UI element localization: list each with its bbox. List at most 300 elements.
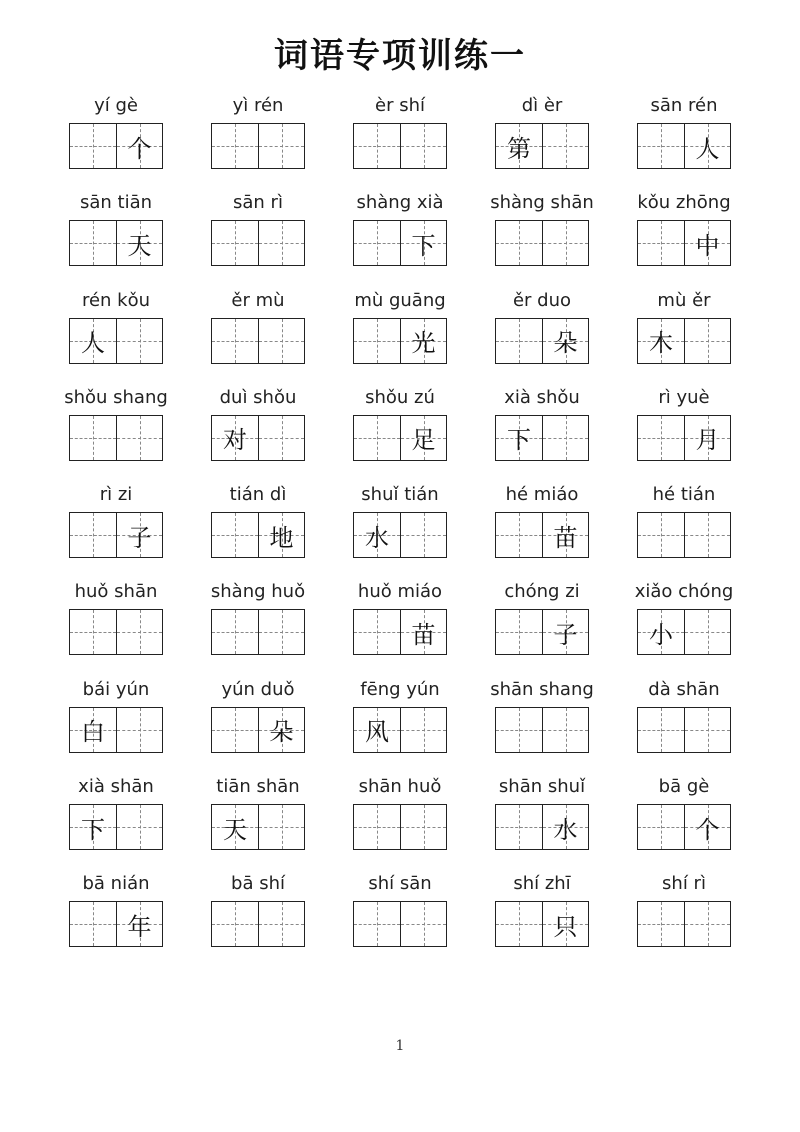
tianzige-box[interactable] <box>258 513 304 557</box>
tianzige-box-pair <box>211 415 305 461</box>
tianzige-box[interactable] <box>496 221 542 265</box>
tianzige-box[interactable] <box>542 610 588 654</box>
tianzige-box[interactable] <box>638 221 684 265</box>
word-grid <box>45 95 755 971</box>
word-item <box>329 679 471 776</box>
tianzige-box-pair <box>211 512 305 558</box>
tianzige-box[interactable] <box>116 805 162 849</box>
tianzige-box[interactable] <box>400 416 446 460</box>
word-item <box>471 95 613 192</box>
tianzige-box-pair <box>69 318 163 364</box>
word-item <box>329 581 471 678</box>
pinyin-label: yún duǒ <box>221 678 295 700</box>
tianzige-box[interactable] <box>354 805 400 849</box>
tianzige-box[interactable] <box>400 319 446 363</box>
tianzige-box[interactable] <box>542 124 588 168</box>
tianzige-box[interactable] <box>400 708 446 752</box>
word-item <box>471 873 613 970</box>
tianzige-box-pair <box>353 804 447 850</box>
tianzige-box[interactable] <box>542 416 588 460</box>
pinyin-label: xià shǒu <box>504 386 580 408</box>
tianzige-box-pair <box>637 220 731 266</box>
given-character: 朵 <box>269 718 294 747</box>
tianzige-box[interactable] <box>258 805 304 849</box>
pinyin-label: shàng xià <box>356 192 444 214</box>
tianzige-box[interactable] <box>638 416 684 460</box>
word-item <box>187 873 329 970</box>
pinyin-label: shān shuǐ <box>498 776 586 798</box>
tianzige-box[interactable] <box>258 416 304 460</box>
pinyin-label: mù guāng <box>354 289 446 311</box>
given-character: 足 <box>411 426 436 455</box>
tianzige-box[interactable] <box>638 124 684 168</box>
given-character <box>354 610 400 654</box>
word-item <box>187 484 329 581</box>
tianzige-box[interactable] <box>638 319 684 363</box>
tianzige-box[interactable] <box>684 610 730 654</box>
tianzige-box[interactable] <box>542 221 588 265</box>
given-character: 光 <box>411 329 436 358</box>
tianzige-box-pair <box>637 707 731 753</box>
word-item <box>45 776 187 873</box>
word-item <box>45 679 187 776</box>
given-character <box>70 610 116 654</box>
tianzige-box[interactable] <box>116 221 162 265</box>
given-character <box>212 513 258 557</box>
word-item <box>613 387 755 484</box>
tianzige-box[interactable] <box>258 221 304 265</box>
tianzige-box[interactable] <box>212 124 258 168</box>
pinyin-label: shí rì <box>662 873 706 895</box>
word-item <box>329 873 471 970</box>
pinyin-label: dà shān <box>648 678 720 700</box>
word-item <box>613 95 755 192</box>
given-character <box>543 416 588 460</box>
word-item <box>329 290 471 387</box>
tianzige-box-pair <box>495 415 589 461</box>
given-character <box>401 902 446 946</box>
tianzige-box[interactable] <box>638 610 684 654</box>
tianzige-box[interactable] <box>212 902 258 946</box>
given-character <box>401 708 446 752</box>
tianzige-box-pair <box>69 609 163 655</box>
given-character <box>638 124 684 168</box>
tianzige-box-pair <box>353 415 447 461</box>
pinyin-label: chóng zi <box>504 581 580 603</box>
tianzige-box[interactable] <box>70 902 116 946</box>
pinyin-label: sān rén <box>650 95 718 116</box>
tianzige-box-pair <box>495 707 589 753</box>
tianzige-box-pair <box>211 707 305 753</box>
tianzige-box-pair <box>69 512 163 558</box>
tianzige-box[interactable] <box>258 902 304 946</box>
given-character <box>117 805 162 849</box>
tianzige-box-pair <box>495 901 589 947</box>
tianzige-box[interactable] <box>258 124 304 168</box>
tianzige-box[interactable] <box>70 513 116 557</box>
pinyin-label: xiǎo chóng <box>634 581 734 603</box>
tianzige-box[interactable] <box>542 902 588 946</box>
given-character: 地 <box>269 523 294 552</box>
given-character <box>638 513 684 557</box>
given-character: 天 <box>127 231 152 260</box>
tianzige-box[interactable] <box>116 124 162 168</box>
tianzige-box[interactable] <box>400 805 446 849</box>
tianzige-box[interactable] <box>684 319 730 363</box>
tianzige-box-pair <box>69 415 163 461</box>
tianzige-box[interactable] <box>542 805 588 849</box>
given-character <box>354 221 400 265</box>
pinyin-label: rén kǒu <box>81 289 151 311</box>
given-character <box>401 513 446 557</box>
pinyin-label: ěr duo <box>512 289 572 311</box>
given-character <box>496 805 542 849</box>
given-character <box>496 610 542 654</box>
tianzige-box-pair <box>637 123 731 169</box>
given-character <box>354 902 400 946</box>
tianzige-box-pair <box>353 123 447 169</box>
tianzige-box[interactable] <box>684 513 730 557</box>
given-character <box>70 902 116 946</box>
given-character <box>401 124 446 168</box>
tianzige-box-pair <box>637 901 731 947</box>
word-item <box>471 679 613 776</box>
tianzige-box[interactable] <box>496 124 542 168</box>
word-item <box>187 581 329 678</box>
word-item <box>471 192 613 289</box>
tianzige-box-pair <box>353 901 447 947</box>
tianzige-box[interactable] <box>354 221 400 265</box>
tianzige-box[interactable] <box>684 805 730 849</box>
pinyin-label: mù ěr <box>657 289 711 311</box>
given-character <box>259 319 304 363</box>
tianzige-box[interactable] <box>400 610 446 654</box>
pinyin-label: èr shí <box>375 95 425 116</box>
given-character: 对 <box>223 426 247 455</box>
tianzige-box-pair <box>211 318 305 364</box>
given-character <box>638 416 684 460</box>
tianzige-box-pair <box>353 609 447 655</box>
given-character <box>543 221 588 265</box>
tianzige-box[interactable] <box>542 708 588 752</box>
tianzige-box[interactable] <box>542 513 588 557</box>
page-title: 词语专项训练一 <box>274 36 526 76</box>
word-item <box>613 679 755 776</box>
given-character <box>638 221 684 265</box>
tianzige-box-pair <box>637 415 731 461</box>
tianzige-box-pair <box>69 707 163 753</box>
word-item <box>45 95 187 192</box>
given-character <box>496 708 542 752</box>
tianzige-box-pair <box>353 220 447 266</box>
given-character: 风 <box>365 718 389 747</box>
page-number: 1 <box>395 1038 405 1054</box>
tianzige-box-pair <box>637 804 731 850</box>
given-character <box>117 708 162 752</box>
tianzige-box[interactable] <box>496 805 542 849</box>
pinyin-label: shuǐ tián <box>361 484 439 506</box>
given-character: 子 <box>553 620 578 649</box>
given-character <box>212 902 258 946</box>
tianzige-box[interactable] <box>258 319 304 363</box>
tianzige-box[interactable] <box>496 610 542 654</box>
given-character: 人 <box>81 329 105 358</box>
pinyin-label: kǒu zhōng <box>637 192 731 214</box>
tianzige-box[interactable] <box>354 124 400 168</box>
tianzige-box[interactable] <box>684 902 730 946</box>
tianzige-box-pair <box>69 220 163 266</box>
given-character <box>212 221 258 265</box>
tianzige-box[interactable] <box>212 513 258 557</box>
tianzige-box-pair <box>211 609 305 655</box>
given-character: 下 <box>81 815 105 844</box>
pinyin-label: bā gè <box>658 776 710 798</box>
tianzige-box[interactable] <box>212 416 258 460</box>
tianzige-box[interactable] <box>400 124 446 168</box>
tianzige-box[interactable] <box>116 902 162 946</box>
given-character <box>496 319 542 363</box>
given-character: 下 <box>411 231 436 260</box>
tianzige-box[interactable] <box>496 513 542 557</box>
tianzige-box[interactable] <box>496 319 542 363</box>
word-item <box>471 484 613 581</box>
given-character: 只 <box>553 912 578 941</box>
pinyin-label: tiān shān <box>216 776 300 798</box>
tianzige-box-pair <box>495 609 589 655</box>
given-character <box>685 902 730 946</box>
given-character <box>70 124 116 168</box>
tianzige-box[interactable] <box>212 221 258 265</box>
word-item <box>613 484 755 581</box>
tianzige-box[interactable] <box>638 513 684 557</box>
pinyin-label: xià shān <box>78 776 154 798</box>
given-character: 小 <box>649 620 673 649</box>
given-character <box>259 124 304 168</box>
given-character: 个 <box>695 815 720 844</box>
given-character <box>212 124 258 168</box>
given-character: 木 <box>649 329 673 358</box>
tianzige-box-pair <box>353 318 447 364</box>
pinyin-label: shǒu shang <box>64 386 168 408</box>
given-character: 中 <box>695 231 720 260</box>
given-character <box>496 902 542 946</box>
word-item <box>45 387 187 484</box>
pinyin-label: bā nián <box>82 873 150 895</box>
pinyin-label: shān shang <box>490 678 594 700</box>
given-character <box>354 416 400 460</box>
tianzige-box[interactable] <box>354 902 400 946</box>
pinyin-label: rì zi <box>99 484 133 506</box>
given-character <box>354 805 400 849</box>
tianzige-box-pair <box>211 123 305 169</box>
pinyin-label: hé tián <box>652 484 716 506</box>
given-character <box>496 513 542 557</box>
pinyin-label: fēng yún <box>360 678 440 700</box>
given-character <box>638 708 684 752</box>
given-character <box>70 416 116 460</box>
word-item <box>187 95 329 192</box>
pinyin-label: hé miáo <box>505 484 579 506</box>
given-character <box>117 319 162 363</box>
tianzige-box[interactable] <box>116 319 162 363</box>
pinyin-label: tián dì <box>229 484 287 506</box>
given-character <box>401 805 446 849</box>
given-character: 水 <box>365 523 389 552</box>
word-item <box>329 776 471 873</box>
word-item <box>613 776 755 873</box>
tianzige-box[interactable] <box>70 124 116 168</box>
tianzige-box[interactable] <box>70 221 116 265</box>
tianzige-box[interactable] <box>684 221 730 265</box>
word-item <box>613 192 755 289</box>
tianzige-box[interactable] <box>212 610 258 654</box>
tianzige-box-pair <box>637 609 731 655</box>
tianzige-box-pair <box>637 318 731 364</box>
given-character <box>259 416 304 460</box>
tianzige-box-pair <box>353 512 447 558</box>
given-character <box>354 319 400 363</box>
pinyin-label: ěr mù <box>231 289 285 311</box>
tianzige-box[interactable] <box>542 319 588 363</box>
tianzige-box[interactable] <box>116 416 162 460</box>
word-item <box>187 290 329 387</box>
word-item <box>329 484 471 581</box>
given-character: 苗 <box>411 620 436 649</box>
given-character <box>685 513 730 557</box>
pinyin-label: yí gè <box>94 95 138 116</box>
pinyin-label: shǒu zú <box>365 386 435 408</box>
pinyin-label: rì yuè <box>658 386 710 408</box>
pinyin-label: bā shí <box>231 873 285 895</box>
tianzige-box[interactable] <box>354 610 400 654</box>
tianzige-box-pair <box>69 804 163 850</box>
pinyin-label: sān rì <box>233 192 283 214</box>
word-item <box>471 776 613 873</box>
pinyin-label: bái yún <box>82 678 150 700</box>
given-character <box>117 416 162 460</box>
given-character <box>543 708 588 752</box>
tianzige-box[interactable] <box>638 708 684 752</box>
given-character <box>638 805 684 849</box>
tianzige-box[interactable] <box>400 513 446 557</box>
pinyin-label: huǒ miáo <box>357 581 443 603</box>
given-character: 人 <box>695 134 720 163</box>
tianzige-box[interactable] <box>70 416 116 460</box>
pinyin-label: sān tiān <box>79 192 153 214</box>
tianzige-box-pair <box>211 220 305 266</box>
pinyin-label: shān huǒ <box>358 776 442 798</box>
given-character <box>70 513 116 557</box>
tianzige-box[interactable] <box>638 902 684 946</box>
tianzige-box[interactable] <box>496 416 542 460</box>
word-item <box>45 192 187 289</box>
tianzige-box[interactable] <box>70 708 116 752</box>
given-character <box>259 805 304 849</box>
word-item <box>471 290 613 387</box>
word-item <box>187 387 329 484</box>
tianzige-box[interactable] <box>258 708 304 752</box>
word-item <box>45 581 187 678</box>
tianzige-box-pair <box>495 318 589 364</box>
tianzige-box[interactable] <box>70 805 116 849</box>
given-character <box>212 708 258 752</box>
given-character: 下 <box>507 426 531 455</box>
word-item <box>471 581 613 678</box>
pinyin-label: shàng shān <box>490 192 594 214</box>
tianzige-box-pair <box>69 123 163 169</box>
given-character <box>685 708 730 752</box>
pinyin-label: huǒ shān <box>74 581 158 603</box>
tianzige-box-pair <box>353 707 447 753</box>
tianzige-box[interactable] <box>212 319 258 363</box>
tianzige-box[interactable] <box>354 416 400 460</box>
word-item <box>187 776 329 873</box>
given-character: 第 <box>507 134 531 163</box>
tianzige-box[interactable] <box>212 708 258 752</box>
tianzige-box[interactable] <box>212 805 258 849</box>
tianzige-box[interactable] <box>400 902 446 946</box>
tianzige-box-pair <box>69 901 163 947</box>
pinyin-label: shí sān <box>368 873 432 895</box>
word-item <box>45 290 187 387</box>
given-character: 白 <box>81 718 105 747</box>
pinyin-label: duì shǒu <box>219 386 297 408</box>
tianzige-box[interactable] <box>258 610 304 654</box>
tianzige-box[interactable] <box>684 708 730 752</box>
tianzige-box[interactable] <box>354 708 400 752</box>
tianzige-box[interactable] <box>400 221 446 265</box>
tianzige-box[interactable] <box>496 708 542 752</box>
given-character <box>685 319 730 363</box>
given-character: 水 <box>553 815 578 844</box>
tianzige-box-pair <box>495 512 589 558</box>
tianzige-box[interactable] <box>354 513 400 557</box>
given-character: 年 <box>127 912 152 941</box>
tianzige-box[interactable] <box>684 416 730 460</box>
given-character <box>259 610 304 654</box>
word-item <box>187 192 329 289</box>
tianzige-box-pair <box>637 512 731 558</box>
given-character <box>70 221 116 265</box>
tianzige-box[interactable] <box>116 708 162 752</box>
tianzige-box[interactable] <box>70 319 116 363</box>
word-item <box>471 387 613 484</box>
given-character: 月 <box>695 426 720 455</box>
tianzige-box[interactable] <box>684 124 730 168</box>
tianzige-box-pair <box>495 804 589 850</box>
word-item <box>45 484 187 581</box>
tianzige-box[interactable] <box>638 805 684 849</box>
pinyin-label: shàng huǒ <box>210 581 306 603</box>
given-character: 个 <box>127 134 152 163</box>
tianzige-box-pair <box>495 123 589 169</box>
given-character <box>638 902 684 946</box>
tianzige-box[interactable] <box>354 319 400 363</box>
tianzige-box[interactable] <box>116 610 162 654</box>
given-character: 子 <box>127 523 152 552</box>
tianzige-box[interactable] <box>116 513 162 557</box>
word-item <box>613 873 755 970</box>
tianzige-box[interactable] <box>70 610 116 654</box>
given-character <box>117 610 162 654</box>
tianzige-box[interactable] <box>496 902 542 946</box>
given-character: 朵 <box>553 329 578 358</box>
tianzige-box-pair <box>211 901 305 947</box>
word-item <box>187 679 329 776</box>
word-item <box>613 581 755 678</box>
word-item <box>613 290 755 387</box>
given-character <box>685 610 730 654</box>
